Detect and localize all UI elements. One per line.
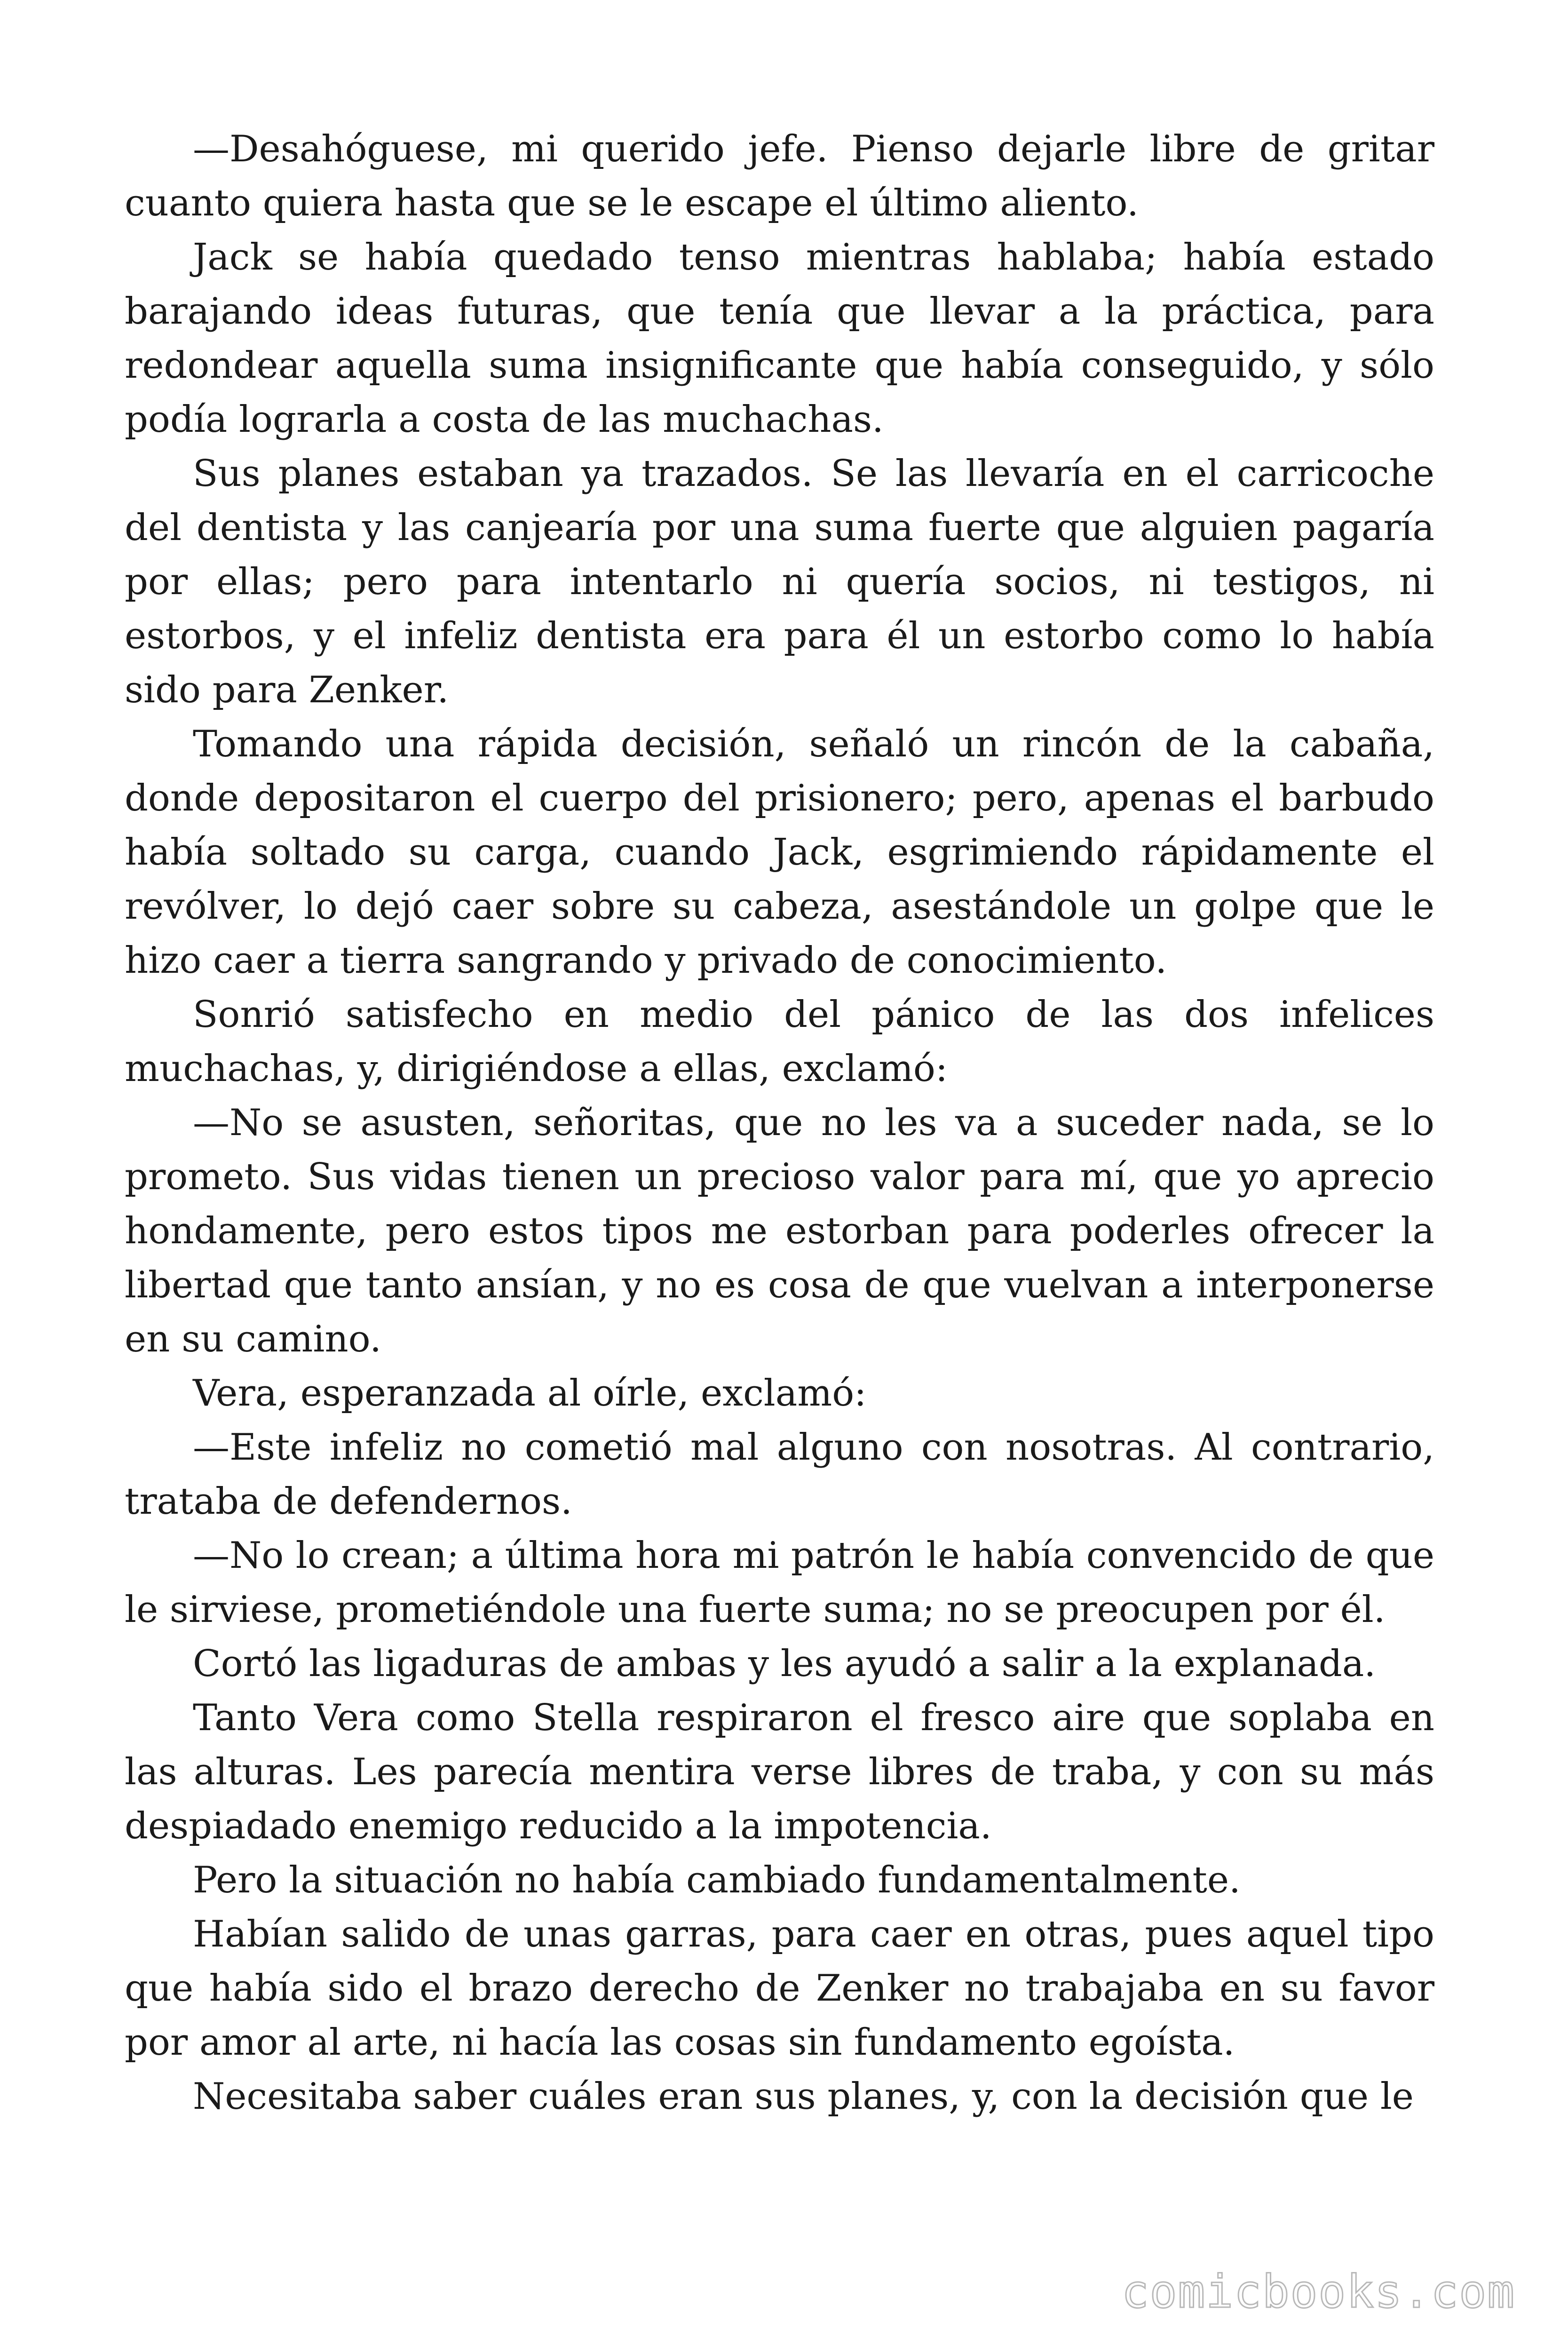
page-body-text <box>125 122 1434 2124</box>
paragraph: Habían salido de unas garras, para caer en otras, pues aquel tipo que había sido el brazo derecho de Zenker no trabajaba en su favor por amor al arte, ni hacía las cosas sin fundamento egoísta. <box>125 1913 1434 2064</box>
paragraph: —No se asusten, señoritas, que no les va a suceder nada, se lo prometo. Sus vidas tienen un precioso valor para mí, que yo aprecio hondamente, pero estos tipos me estorban para poderles ofrecer la libertad que tanto ansían, y no es cosa de que vuelvan a interponerse en su camino. <box>125 1102 1434 1360</box>
paragraph: Tomando una rápida decisión, señaló un rincón de la cabaña, donde depositaron el cuerpo del prisionero; pero, apenas el barbudo había soltado su carga, cuando Jack, esgrimiendo rápidamente el revólver, lo dejó caer sobre su cabeza, asestándole un golpe que le hizo caer a tierra sangrando y privado de conocimiento. <box>125 723 1434 982</box>
paragraph: Pero la situación no había cambiado fundamentalmente. <box>193 1859 1241 1901</box>
paragraph: Tanto Vera como Stella respiraron el fresco aire que soplaba en las alturas. Les parecía mentira verse libres de traba, y con su más despiadado enemigo reducido a la impotencia. <box>125 1697 1434 1847</box>
paragraph: Sus planes estaban ya trazados. Se las llevaría en el carricoche del dentista y las canjearía por una suma fuerte que alguien pagaría por ellas; pero para intentarlo ni quería socios, ni testigos, ni estorbos, y el infeliz dentista era para él un estorbo como lo había sido para Zenker. <box>125 453 1434 711</box>
paragraph: Jack se había quedado tenso mientras hablaba; había estado barajando ideas futuras, que tenía que llevar a la práctica, para redondear aquella suma insignificante que había conseguido, y sólo podía lograrla a costa de las muchachas. <box>125 236 1434 441</box>
paragraph: Cortó las ligaduras de ambas y les ayudó a salir a la explanada. <box>193 1643 1376 1685</box>
paragraph: —No lo crean; a última hora mi patrón le había convencido de que le sirviese, prometiéndole una fuerte suma; no se preocupen por él. <box>125 1534 1434 1631</box>
paragraph: —Este infeliz no cometió mal alguno con nosotras. Al contrario, trataba de defendernos. <box>125 1426 1434 1523</box>
paragraph: Necesitaba saber cuáles eran sus planes, y, con la decisión que le <box>193 2075 1414 2118</box>
paragraph: Sonrió satisfecho en medio del pánico de las dos infelices muchachas, y, dirigiéndose a ellas, exclamó: <box>125 993 1434 1090</box>
paragraph: —Desahóguese, mi querido jefe. Pienso dejarle libre de gritar cuanto quiera hasta que se le escape el último aliento. <box>125 128 1434 224</box>
paragraph: Vera, esperanzada al oírle, exclamó: <box>193 1372 867 1414</box>
watermark: comicbooks.com <box>1121 2265 1515 2318</box>
